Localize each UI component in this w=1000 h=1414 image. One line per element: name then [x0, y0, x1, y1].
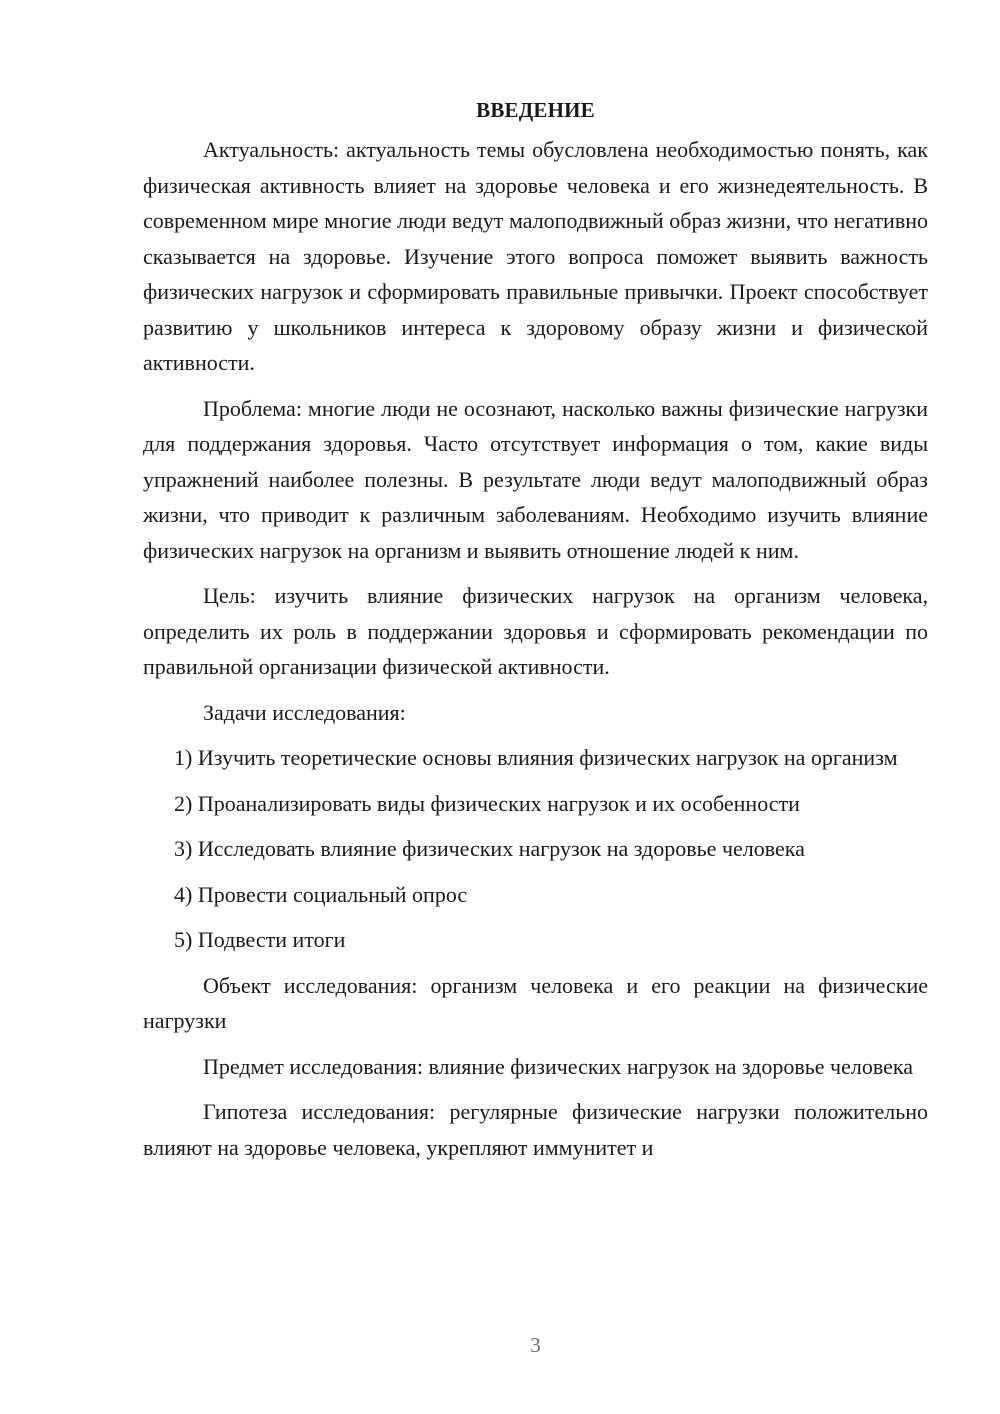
object-paragraph: Объект исследования: организм человека и его реакции на физические нагрузки [143, 972, 928, 1033]
task-item-2: 2) Проанализировать виды физических нагрузок и их особенности [174, 790, 800, 816]
goal-paragraph: Цель: изучить влияние физических нагрузок на организм человека, определить их роль в поддержании здоровья и сформировать рекомендации по правильной организации физической активности. [143, 583, 928, 679]
tasks-heading: Задачи исследования: [203, 699, 406, 725]
subject-paragraph: Предмет исследования: влияние физических нагрузок на здоровье человека [203, 1053, 914, 1079]
page-content [143, 92, 928, 1175]
task-item-4: 4) Провести социальный опрос [174, 881, 468, 907]
task-item-5: 5) Подвести итоги [174, 927, 346, 952]
page-number: 3 [530, 1333, 541, 1357]
hypothesis-paragraph: Гипотеза исследования: регулярные физические нагрузки положительно влияют на здоровье человека, укрепляют иммунитет и [143, 1099, 928, 1160]
task-item-1: 1) Изучить теоретические основы влияния физических нагрузок на организм [174, 745, 898, 770]
problem-paragraph: Проблема: многие люди не осознают, насколько важны физические нагрузки для поддержания здоровья. Часто отсутствует информация о том, какие виды упражнений наиболее полезны. В результате люди ведут малоподвижный образ жизни, что приводит к различным заболеваниям. Необходимо изучить влияние физических нагрузок на организм и выявить отношение людей к ним. [143, 395, 928, 563]
task-item-3: 3) Исследовать влияние физических нагрузок на здоровье человека [174, 836, 805, 861]
page-title: ВВЕДЕНИЕ [476, 98, 595, 122]
relevance-paragraph: Актуальность: актуальность темы обусловлена необходимостью понять, как физическая активность влияет на здоровье человека и его жизнедеятельность. В современном мире многие люди ведут малоподвижный образ жизни, что негативно сказывается на здоровье. Изучение этого вопроса поможет выявить важность физических нагрузок и сформировать правильные привычки. Проект способствует развитию у школьников интереса к здоровому образу жизни и физической активности. [143, 137, 928, 375]
